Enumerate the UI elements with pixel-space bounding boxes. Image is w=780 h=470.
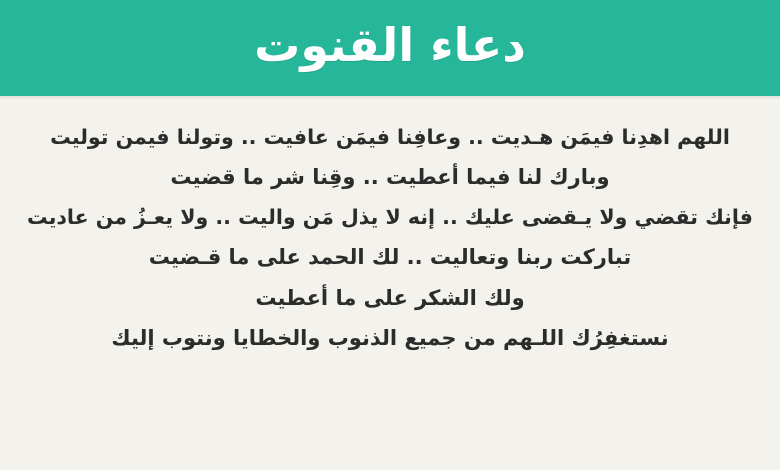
page-title: دعاء القنوت [254, 18, 526, 72]
header-banner [0, 0, 780, 96]
dua-line: تباركت ربنا وتعاليت .. لك الحمد على ما قـضيت [148, 245, 632, 269]
dua-line: وبارك لنا فيما أعطيت .. وقِنا شر ما قضيت [170, 164, 610, 189]
dua-line: ولك الشكر على ما أعطيت [255, 285, 525, 310]
dua-line: نستغفِرُك اللـهم من جميع الذنوب والخطايا ونتوب إليك [111, 326, 669, 350]
dua-text-block [0, 100, 780, 470]
dua-line: فإنك تقضي ولا يـقضى عليك .. إنه لا يذل مَن واليت .. ولا يعـزُ من عاديت [27, 205, 753, 230]
dua-line: اللهم اهدِنا فيمَن هـديت .. وعافِنا فيمَن عافيت .. وتولنا فيمن توليت [50, 125, 730, 149]
